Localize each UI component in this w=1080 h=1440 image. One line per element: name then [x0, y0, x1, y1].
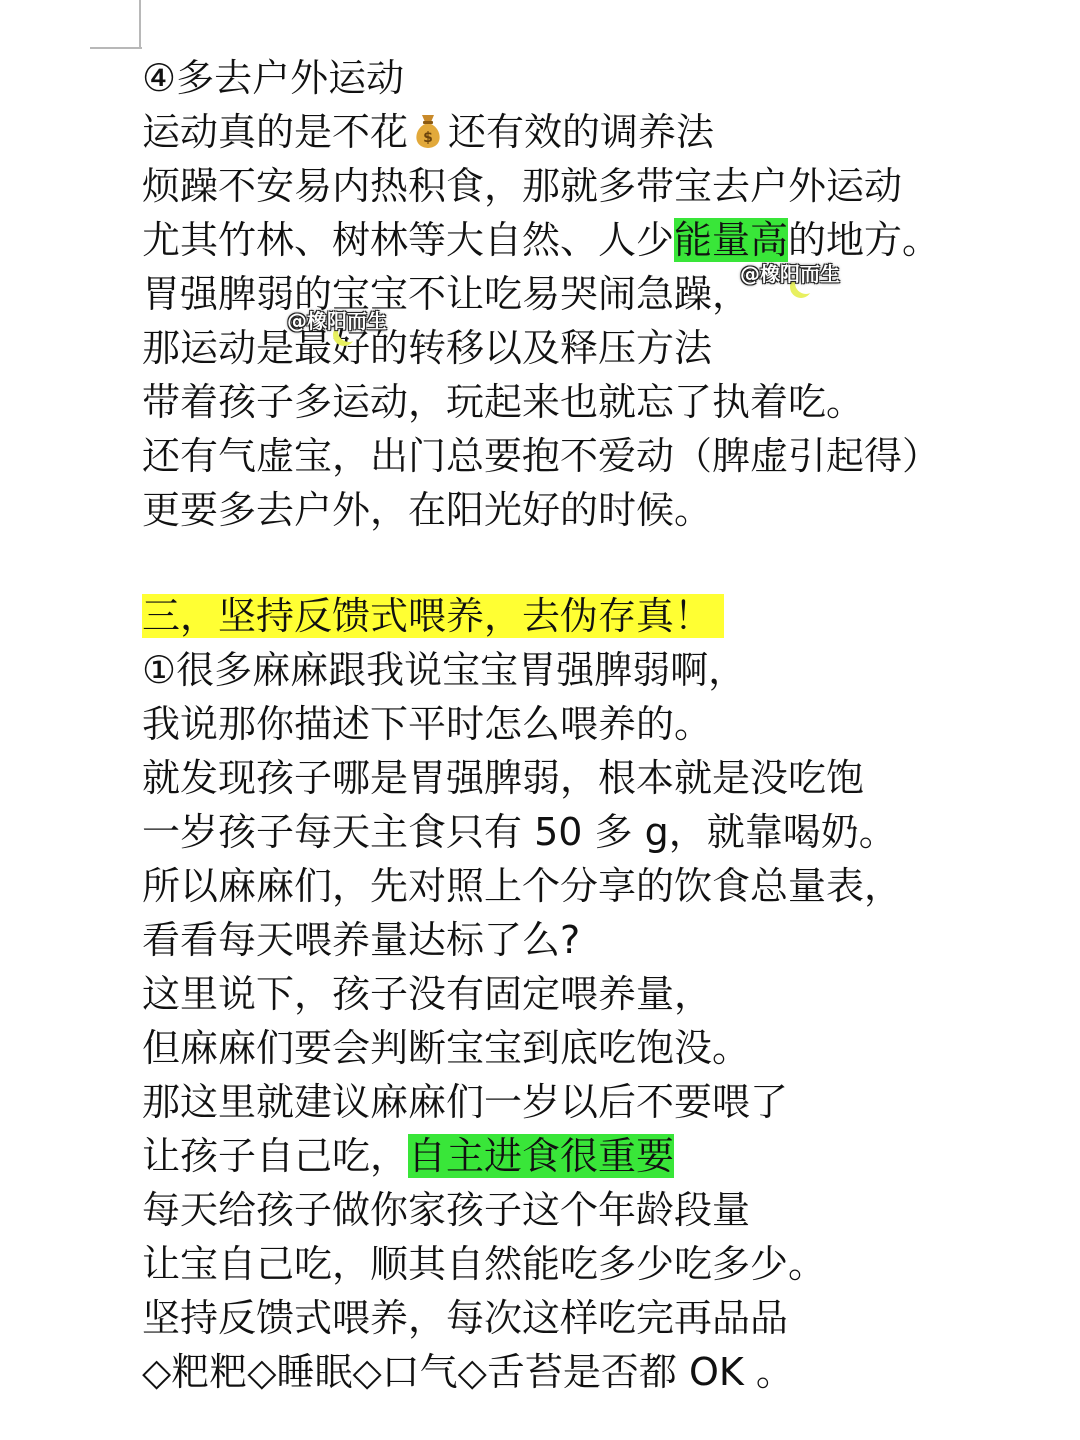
text-line: 我说那你描述下平时怎么喂养的。	[142, 702, 713, 746]
text-line: 看看每天喂养量达标了么?	[142, 918, 581, 962]
text-line: 但麻麻们要会判断宝宝到底吃饱没。	[142, 1026, 751, 1070]
text-line: 让宝自己吃，顺其自然能吃多少吃多少。	[142, 1242, 827, 1286]
text-line: 更要多去户外，在阳光好的时候。	[142, 488, 713, 532]
section-heading: ④多去户外运动	[142, 56, 405, 100]
text-line: 还有气虚宝，出门总要抱不爱动（脾虚引起得）	[142, 434, 941, 478]
text-line: 坚持反馈式喂养，每次这样吃完再品品	[142, 1296, 789, 1340]
text-line	[142, 1128, 674, 1184]
text-span: 让孩子自己吃，	[142, 1134, 409, 1178]
text-line: 烦躁不安易内热积食，那就多带宝去户外运动	[142, 164, 903, 208]
section-heading-highlighted	[142, 588, 724, 644]
text-span: 的地方。	[788, 218, 941, 262]
text-line: 那运动是最好的转移以及释压方法	[142, 326, 713, 370]
text-line: 就发现孩子哪是胃强脾弱，根本就是没吃饱	[142, 756, 865, 800]
text-line: 所以麻麻们，先对照上个分享的饮食总量表，	[142, 864, 903, 908]
text-line: ①很多麻麻跟我说宝宝胃强脾弱啊，	[142, 648, 747, 692]
text-line: 带着孩子多运动，玩起来也就忘了执着吃。	[142, 380, 865, 424]
text-line: 这里说下，孩子没有固定喂养量，	[142, 972, 713, 1016]
svg-text:$: $	[423, 130, 433, 146]
watermark: @橡阳而生	[740, 262, 840, 286]
green-highlight: 自主进食很重要	[408, 1134, 675, 1178]
text-line: 每天给孩子做你家孩子这个年龄段量	[142, 1188, 751, 1232]
text-line: 一岁孩子每天主食只有 50 多 g，就靠喝奶。	[142, 810, 897, 854]
watermark: @橡阳而生	[287, 309, 387, 333]
money-bag-icon	[408, 111, 448, 151]
text-span: 运动真的是不花	[142, 110, 409, 154]
text-span: 还有效的调养法	[448, 110, 715, 154]
page-corner-mark	[90, 47, 142, 49]
text-line	[142, 104, 714, 160]
text-line: 胃强脾弱的宝宝不让吃易哭闹急躁，	[142, 272, 751, 316]
yellow-highlight: 三，坚持反馈式喂养，去伪存真！	[142, 594, 724, 638]
page-corner-mark-vertical	[139, 0, 141, 49]
text-line: ◇粑粑◇睡眠◇口气◇舌苔是否都 OK 。	[142, 1350, 794, 1394]
text-line: 那这里就建议麻麻们一岁以后不要喂了	[142, 1080, 789, 1124]
text-span: 尤其竹林、树林等大自然、人少	[142, 218, 675, 262]
green-highlight: 能量高	[674, 218, 789, 262]
